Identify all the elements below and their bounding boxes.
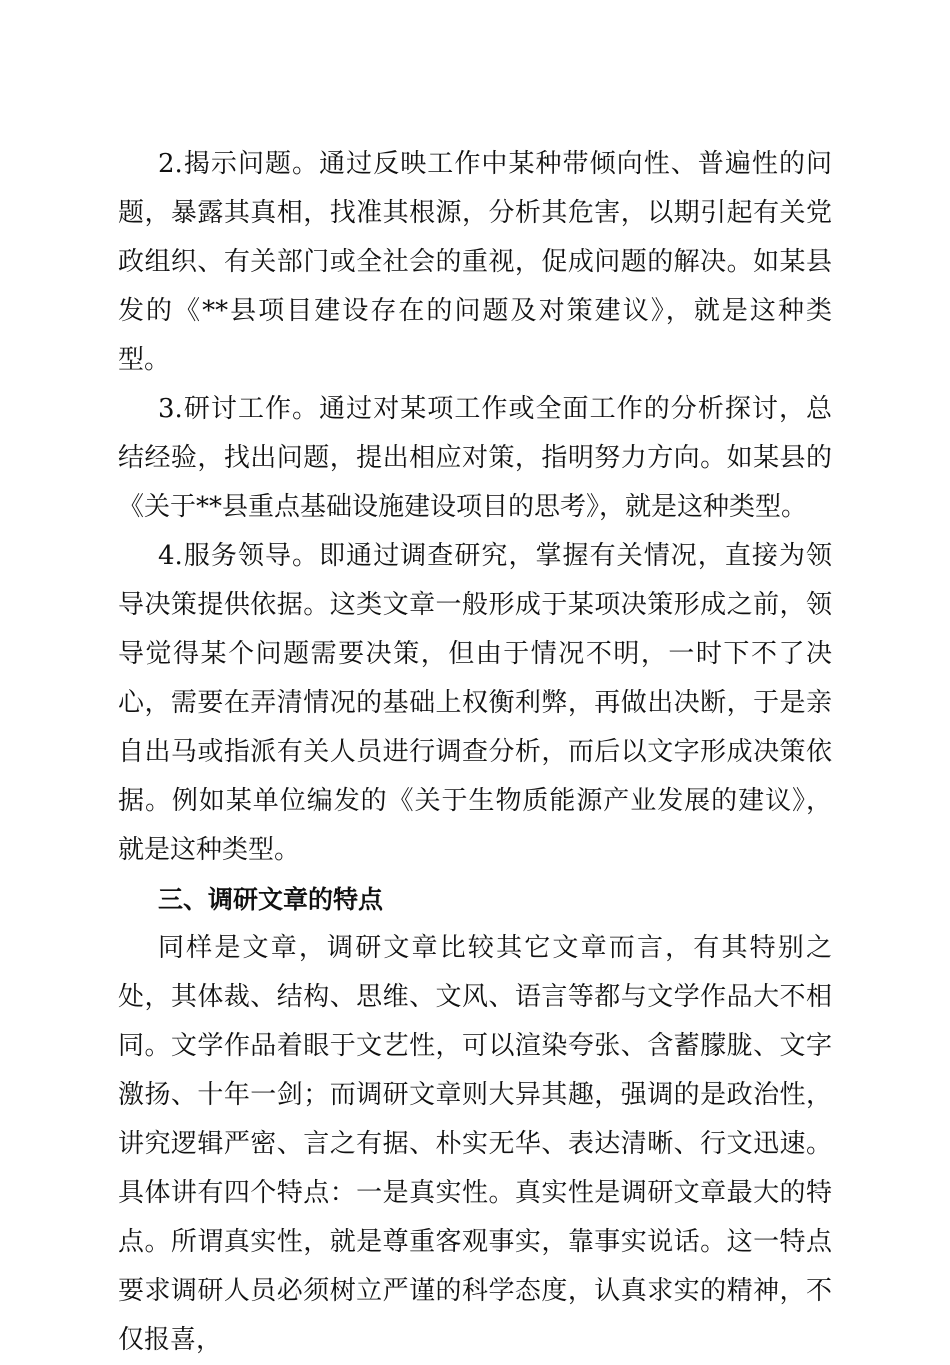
document-body	[118, 140, 832, 1365]
paragraph-serve-leadership: 4.服务领导。即通过调查研究，掌握有关情况，直接为领导决策提供依据。这类文章一般形成于某项决策形成之前，领导觉得某个问题需要决策，但由于情况不明，一时下不了决心，需要在弄清情况的基础上权衡利弊，再做出决断，于是亲自出马或指派有关人员进行调查分析，而后以文字形成决策依据。例如某单位编发的《关于生物质能源产业发展的建议》，就是这种类型。	[118, 541, 832, 865]
section-heading: 三、调研文章的特点	[158, 885, 384, 914]
paragraph-discuss-work: 3.研讨工作。通过对某项工作或全面工作的分析探讨，总结经验，找出问题，提出相应对策，指明努力方向。如某县的《关于**县重点基础设施建设项目的思考》，就是这种类型。	[118, 394, 832, 522]
paragraph-characteristics: 同样是文章，调研文章比较其它文章而言，有其特别之处，其体裁、结构、思维、文风、语言等都与文学作品大不相同。文学作品着眼于文艺性，可以渲染夸张、含蓄朦胧、文字激扬、十年一剑；而调研文章则大异其趣，强调的是政治性，讲究逻辑严密、言之有据、朴实无华、表达清晰、行文迅速。具体讲有四个特点：一是真实性。真实性是调研文章最大的特点。所谓真实性，就是尊重客观事实，靠事实说话。这一特点要求调研人员必须树立严谨的科学态度，认真求实的精神，不仅报喜，	[118, 933, 832, 1355]
paragraph-reveal-problems: 2.揭示问题。通过反映工作中某种带倾向性、普遍性的问题，暴露其真相，找准其根源，分析其危害，以期引起有关党政组织、有关部门或全社会的重视，促成问题的解决。如某县发的《**县项目建设存在的问题及对策建议》，就是这种类型。	[118, 149, 832, 375]
